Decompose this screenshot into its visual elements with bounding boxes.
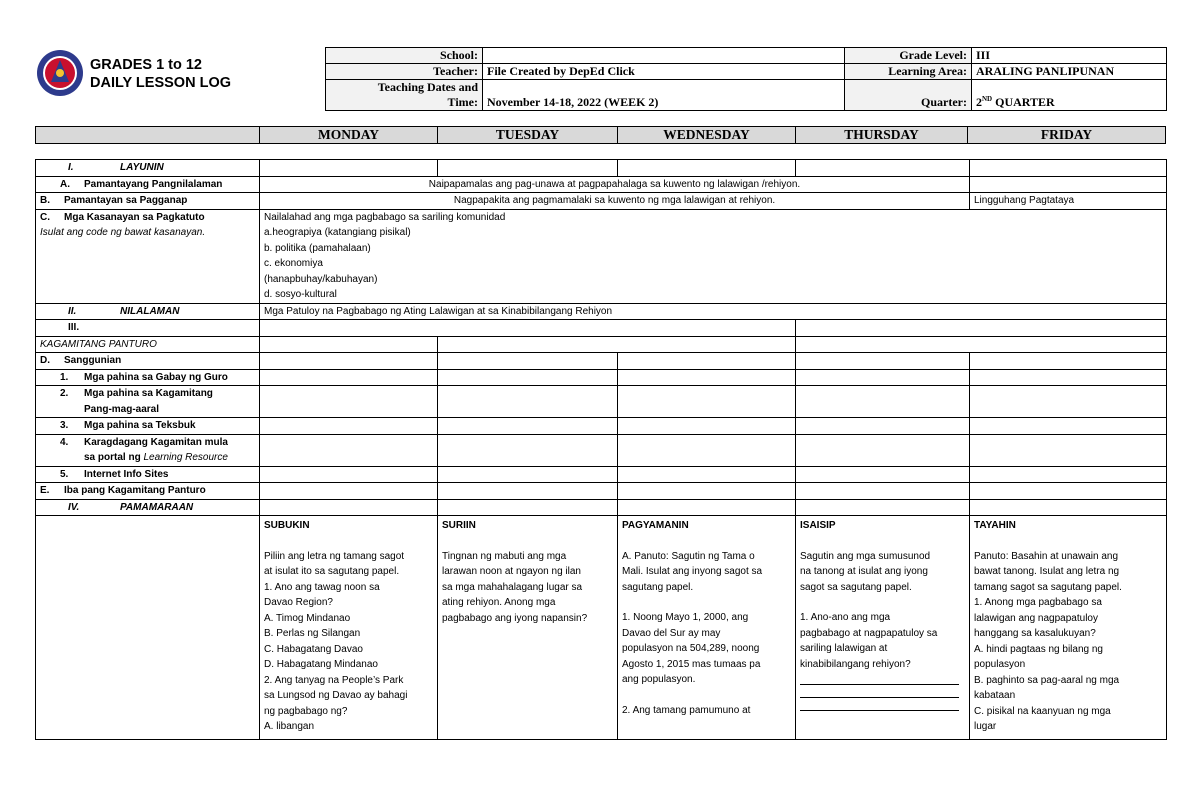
pamamaraan-number: IV. (68, 501, 80, 513)
pamamaraan-label: PAMAMARAAN (120, 501, 194, 513)
teaching-dates-label-line1: Teaching Dates and (377, 80, 478, 94)
deped-seal-icon (36, 49, 84, 97)
layunin-label: LAYUNIN (120, 162, 164, 173)
isaisip-title: ISAISIP (800, 520, 836, 531)
nilalaman-number: II. (68, 305, 77, 317)
wednesday-line: Davao del Sur ay may (622, 627, 721, 639)
row-iba-pang-kagamitan (36, 483, 1167, 500)
quarter-label: Quarter: (845, 80, 972, 111)
grade-level-label: Grade Level: (845, 48, 972, 64)
pamamaraan-heading (36, 499, 260, 516)
empty-cell (438, 336, 796, 353)
empty-cell (796, 418, 970, 435)
day-header-wednesday: WEDNESDAY (618, 127, 796, 144)
row-internet-info-sites (36, 466, 1167, 483)
pamantayan-sa-pagganap-label (36, 193, 260, 210)
empty-cell (970, 176, 1167, 193)
row-pamamaraan (36, 499, 1167, 516)
school-label: School: (326, 48, 483, 64)
thursday-line: sariling lalawigan at (800, 643, 888, 654)
monday-line: B. Perlas ng Silangan (264, 628, 361, 639)
empty-cell (260, 483, 438, 500)
learning-area-value: ARALING PANLIPUNAN (972, 64, 1167, 80)
friday-procedure (970, 516, 1167, 740)
nilalaman-value: Mga Patuloy na Pagbabago ng Ating Lalawigan at sa Kinabibilangang Rehiyon (260, 303, 1167, 320)
empty-cell (796, 320, 1167, 337)
empty-cell (260, 466, 438, 483)
wednesday-line: Agosto 1, 2015 mas tumaas pa (622, 658, 761, 670)
empty-cell (970, 353, 1167, 370)
empty-cell (796, 434, 970, 466)
empty-cell (438, 434, 618, 466)
empty-cell (260, 320, 796, 337)
empty-cell (970, 160, 1167, 177)
kagamitang-panturo-heading: KAGAMITANG PANTURO (36, 336, 260, 353)
header-info-table (325, 47, 1167, 111)
thursday-line: kinabibilangang rehiyon? (800, 658, 911, 670)
empty-cell (438, 160, 618, 177)
subukin-title: SUBUKIN (264, 520, 310, 531)
empty-cell (618, 386, 796, 418)
quarter-value (972, 80, 1167, 111)
empty-cell (438, 369, 618, 386)
friday-line: lugar (974, 721, 997, 732)
internet-info-sites-label (36, 466, 260, 483)
s4-text-c: Learning Resource (143, 452, 228, 463)
empty-cell (36, 516, 260, 740)
monday-line: 2. Ang tanyag na People’s Park (264, 674, 404, 686)
empty-cell (618, 434, 796, 466)
thursday-procedure (796, 516, 970, 740)
s3-marker: 3. (60, 420, 69, 431)
s4-text: Karagdagang Kagamitan mula (84, 436, 228, 448)
empty-cell (796, 386, 970, 418)
iii-number: III. (68, 322, 80, 333)
empty-cell (260, 353, 438, 370)
monday-line: A. Timog Mindanao (264, 612, 351, 624)
nilalaman-heading (36, 303, 260, 320)
friday-line: tamang sagot sa sagutang papel. (974, 581, 1122, 593)
lesson-log-table (35, 159, 1167, 740)
empty-cell (796, 466, 970, 483)
teksbuk-label (36, 418, 260, 435)
row-pamantayang-pangnilalaman (36, 176, 1167, 193)
empty-cell (796, 336, 1167, 353)
monday-line: A. libangan (264, 721, 315, 732)
empty-cell (438, 386, 618, 418)
quarter-word: QUARTER (992, 95, 1055, 109)
empty-cell (970, 499, 1167, 516)
s2-line2: Pang-mag-aaral (84, 403, 160, 415)
friday-line: lalawigan ang nagpapatuloy (974, 612, 1098, 624)
c-marker: C. (40, 211, 50, 223)
tuesday-procedure (438, 516, 618, 740)
row-layunin (36, 160, 1167, 177)
empty-cell (970, 483, 1167, 500)
thursday-line: Sagutin ang mga sumusunod (800, 550, 931, 562)
pamantayang-pangnilalaman-value: Naipapamalas ang pag-unawa at pagpapahalaga sa kuwento ng lalawigan /rehiyon. (260, 176, 970, 193)
layunin-heading (36, 160, 260, 177)
friday-line: kabataan (974, 690, 1016, 701)
d-marker: D. (40, 355, 50, 366)
empty-cell (438, 466, 618, 483)
s5-marker: 5. (60, 468, 69, 480)
row-gabay-ng-guro (36, 369, 1167, 386)
thursday-line: sagot sa sagutang papel. (800, 581, 912, 593)
kagamitang-pang-mag-aaral-label (36, 386, 260, 418)
pamantayan-sa-pagganap-value: Nagpapakita ang pagmamalaki sa kuwento ng mga lalawigan at rehiyon. (260, 193, 970, 210)
friday-line: bawat tanong. Isulat ang letra ng (974, 566, 1120, 577)
kasanayan-line: d. sosyo-kultural (264, 289, 337, 300)
empty-cell (260, 369, 438, 386)
b-text: Pamantayan sa Pagganap (64, 195, 188, 206)
wednesday-line: sagutang papel. (622, 581, 694, 593)
empty-cell (260, 160, 438, 177)
monday-line: Piliin ang letra ng tamang sagot (264, 550, 405, 562)
answer-line (800, 672, 959, 685)
empty-cell (796, 353, 970, 370)
row-teksbuk (36, 418, 1167, 435)
kasanayan-line: Nailalahad ang mga pagbabago sa sariling komunidad (264, 211, 506, 223)
day-header-friday: FRIDAY (968, 127, 1166, 144)
monday-line: Davao Region? (264, 597, 333, 608)
thursday-line: na tanong at isulat ang iyong (800, 566, 928, 577)
tayahin-title: TAYAHIN (974, 520, 1016, 531)
empty-cell (970, 466, 1167, 483)
monday-line: sa Lungsod ng Davao ay bahagi (264, 690, 408, 701)
wednesday-procedure (618, 516, 796, 740)
empty-cell (438, 418, 618, 435)
empty-cell (970, 386, 1167, 418)
s4-text-b: sa portal ng (84, 452, 144, 463)
kasanayan-note: Isulat ang code ng bawat kasanayan. (40, 227, 206, 238)
kasanayan-line: a.heograpiya (katangiang pisikal) (264, 227, 411, 238)
wednesday-line: Mali. Isulat ang inyong sagot sa (622, 566, 763, 577)
e-text: Iba pang Kagamitang Panturo (64, 485, 206, 496)
learning-area-label: Learning Area: (845, 64, 972, 80)
teacher-value: File Created by DepEd Click (483, 64, 845, 80)
wednesday-line: populasyon na 504,289, noong (622, 643, 760, 654)
quarter-suffix: ND (982, 95, 993, 103)
row-kasanayan (36, 209, 1167, 303)
day-header-blank (36, 127, 260, 144)
monday-procedure (260, 516, 438, 740)
thursday-line: 1. Ano-ano ang mga (800, 612, 891, 623)
kasanayan-heading (40, 210, 255, 226)
school-value (483, 48, 845, 64)
d-text: Sanggunian (64, 355, 122, 366)
wednesday-line: ang populasyon. (622, 674, 696, 685)
s1-text: Mga pahina sa Gabay ng Guro (84, 371, 228, 383)
a-marker: A. (60, 178, 70, 190)
empty-cell (796, 483, 970, 500)
wednesday-line: 1. Noong Mayo 1, 2000, ang (622, 612, 749, 623)
empty-cell (260, 499, 438, 516)
day-header-table (35, 126, 1166, 144)
teaching-dates-label (326, 80, 483, 111)
friday-line: B. paghinto sa pag-aaral ng mga (974, 674, 1120, 686)
kasanayan-line: b. politika (pamahalaan) (264, 242, 371, 254)
empty-cell (438, 499, 618, 516)
iii-heading (36, 320, 260, 337)
empty-cell (618, 160, 796, 177)
friday-line: 1. Anong mga pagbabago sa (974, 597, 1102, 608)
teaching-dates-value: November 14-18, 2022 (WEEK 2) (483, 80, 845, 111)
monday-line: ng pagbabago ng? (264, 705, 348, 717)
b-marker: B. (40, 195, 50, 206)
friday-line: Panuto: Basahin at unawain ang (974, 550, 1118, 562)
day-header-thursday: THURSDAY (796, 127, 968, 144)
empty-cell (970, 369, 1167, 386)
grade-level-value: III (972, 48, 1167, 64)
row-iii (36, 320, 1167, 337)
friday-line: C. pisikal na kaanyuan ng mga (974, 705, 1111, 717)
tuesday-line: Tingnan ng mabuti ang mga (442, 550, 567, 562)
empty-cell (970, 434, 1167, 466)
empty-cell (796, 160, 970, 177)
friday-line: hanggang sa kasalukuyan? (974, 628, 1096, 639)
monday-line: D. Habagatang Mindanao (264, 659, 378, 670)
e-marker: E. (40, 485, 50, 496)
c-text: Mga Kasanayan sa Pagkatuto (64, 211, 205, 223)
empty-cell (618, 466, 796, 483)
day-header-tuesday: TUESDAY (438, 127, 618, 144)
row-kagamitang-pang-mag-aaral (36, 386, 1167, 418)
empty-cell (796, 369, 970, 386)
empty-cell (260, 336, 438, 353)
empty-cell (970, 418, 1167, 435)
monday-line: at isulat ito sa sagutang papel. (264, 566, 400, 577)
a-text: Pamantayang Pangnilalaman (84, 178, 223, 190)
empty-cell (618, 499, 796, 516)
empty-cell (618, 369, 796, 386)
empty-cell (260, 418, 438, 435)
sanggunian-label (36, 353, 260, 370)
s2-marker: 2. (60, 388, 69, 399)
row-pamantayan-sa-pagganap (36, 193, 1167, 210)
empty-cell (438, 483, 618, 500)
teacher-label: Teacher: (326, 64, 483, 80)
row-kagamitan (36, 336, 1167, 353)
gabay-ng-guro-label (36, 369, 260, 386)
s3-text: Mga pahina sa Teksbuk (84, 420, 196, 431)
suriin-title: SURIIN (442, 520, 476, 531)
empty-cell (796, 499, 970, 516)
tuesday-line: pagbabago ang iyong napansin? (442, 612, 588, 624)
nilalaman-label: NILALAMAN (120, 305, 180, 317)
empty-cell (438, 353, 618, 370)
row-nilalaman (36, 303, 1167, 320)
lingguhang-pagtataya: Lingguhang Pagtataya (970, 193, 1167, 210)
karagdagang-kagamitan-label (36, 434, 260, 466)
title-line-2: DAILY LESSON LOG (90, 75, 231, 91)
tuesday-line: sa mga mahahalagang lugar sa (442, 581, 583, 593)
tuesday-line: larawan noon at ngayon ng ilan (442, 566, 581, 577)
document-title (90, 56, 231, 92)
answer-line (800, 698, 959, 711)
empty-cell (260, 386, 438, 418)
pagyamanin-title: PAGYAMANIN (622, 520, 689, 531)
empty-cell (618, 418, 796, 435)
row-procedure (36, 516, 1167, 740)
s2-line1 (60, 386, 255, 402)
friday-line: A. hindi pagtaas ng bilang ng (974, 643, 1103, 655)
s1-marker: 1. (60, 371, 69, 383)
row-sanggunian (36, 353, 1167, 370)
kasanayan-line: c. ekonomiya (264, 258, 323, 269)
thursday-line: pagbabago at nagpapatuloy sa (800, 627, 938, 639)
pamantayang-pangnilalaman-label (36, 176, 260, 193)
empty-cell (260, 434, 438, 466)
layunin-number: I. (68, 162, 74, 173)
day-header-monday: MONDAY (260, 127, 438, 144)
wednesday-line: 2. Ang tamang pamumuno at (622, 704, 751, 716)
iba-pang-kagamitan-label (36, 483, 260, 500)
quarter-number: 2 (976, 95, 982, 109)
empty-cell (618, 353, 796, 370)
s4-marker: 4. (60, 436, 69, 448)
s2-text: Mga pahina sa Kagamitang (84, 388, 213, 399)
friday-line: populasyon (974, 659, 1026, 670)
s4-line2 (60, 450, 255, 466)
tuesday-line: ating rehiyon. Anong mga (442, 597, 556, 608)
kasanayan-label (36, 209, 260, 303)
s4-line1 (60, 435, 255, 451)
monday-line: C. Habagatang Davao (264, 643, 363, 655)
empty-cell (618, 483, 796, 500)
answer-line (800, 685, 959, 698)
s5-text: Internet Info Sites (84, 468, 169, 480)
row-karagdagang-kagamitan (36, 434, 1167, 466)
kasanayan-value (260, 209, 1167, 303)
monday-line: 1. Ano ang tawag noon sa (264, 581, 380, 593)
wednesday-line: A. Panuto: Sagutin ng Tama o (622, 550, 755, 562)
kasanayan-line: (hanapbuhay/kabuhayan) (264, 273, 378, 285)
teaching-dates-label-line2: Time: (447, 95, 478, 109)
title-line-1: GRADES 1 to 12 (90, 57, 202, 73)
